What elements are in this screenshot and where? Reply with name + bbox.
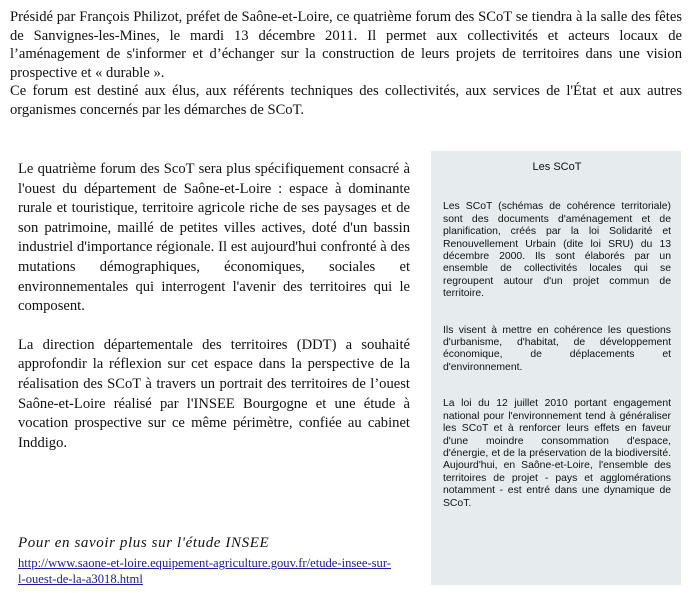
sidebar-paragraph: Ils visent à mettre en cohérence les questions d'urbanisme, d'habitat, de développement économique, de déplacements et d'environnement.	[443, 324, 671, 373]
main-paragraph: Le quatrième forum des ScoT sera plus spécifiquement consacré à l'ouest du département de Saône-et-Loire : espace à dominante rurale et touristique, territoire agricole riche de ses paysages et de son patrimoine, maillé de petites villes actives, doté d'un bassin industriel d'importance régionale. Il est aujourd'hui confronté à des mutations démographiques, économiques, sociales et environnementales qui interrogent l'avenir des territoires qui le composent.	[18, 161, 410, 315]
insee-study-link[interactable]: http://www.saone-et-loire.equipement-agriculture.gouv.fr/etude-insee-sur-l-ouest-de-la-a3018.html	[18, 556, 391, 586]
intro-paragraph: Présidé par François Philizot, préfet de Saône-et-Loire, ce quatrième forum des SCoT se tiendra à la salle des fêtes de Sanvignes-les-Mines, le mardi 13 décembre 2011. Il permet aux collectivités et acteurs locaux de l’aménagement de s'informer et d’échanger sur la construction de leurs projets de territoires dans une vision prospective et « durable ».	[10, 9, 682, 81]
sidebar-title: Les SCoT	[532, 161, 582, 173]
intro-paragraph: Ce forum est destiné aux élus, aux référents techniques des collectivités, aux services de l'État et aux autres organismes concernés par les démarches de SCoT.	[10, 83, 682, 118]
sidebar-paragraph: Les SCoT (schémas de cohérence territoriale) sont des documents d'aménagement et de planification, créés par la loi Solidarité et Renouvellement Urbain (dite loi SRU) du 13 décembre 2000. Ils sont élaborés par un ensemble de collectivités locales qui se regroupent autour d'un projet commun de territoire.	[443, 201, 671, 300]
intro-section	[10, 8, 682, 120]
main-column	[18, 160, 410, 472]
sidebar-paragraph: La loi du 12 juillet 2010 portant engagement national pour l'environnement tend à généraliser les SCoT et à renforcer leurs effets en faveur d'une moindre consommation d'espace, d'énergie, et de la préservation de la biodiversité. Aujourd'hui, en Saône-et-Loire, l'ensemble des territoires de projet - pays et agglomérations notamment - est entré dans une dynamique de SCoT.	[443, 398, 671, 509]
main-paragraph: La direction départementale des territoires (DDT) a souhaité approfondir la réflexion sur cet espace dans la perspective de la réalisation des SCoT à travers un portrait des territoires de l’ouest Saône-et-Loire réalisé par l'INSEE Bourgogne et une étude à vocation prospective sur ce même périmètre, confiée au cabinet Inddigo.	[18, 336, 410, 451]
scot-sidebar-box	[431, 151, 681, 585]
more-info-title: Pour en savoir plus sur l'étude INSEE	[18, 535, 270, 551]
more-info-section	[18, 534, 418, 587]
